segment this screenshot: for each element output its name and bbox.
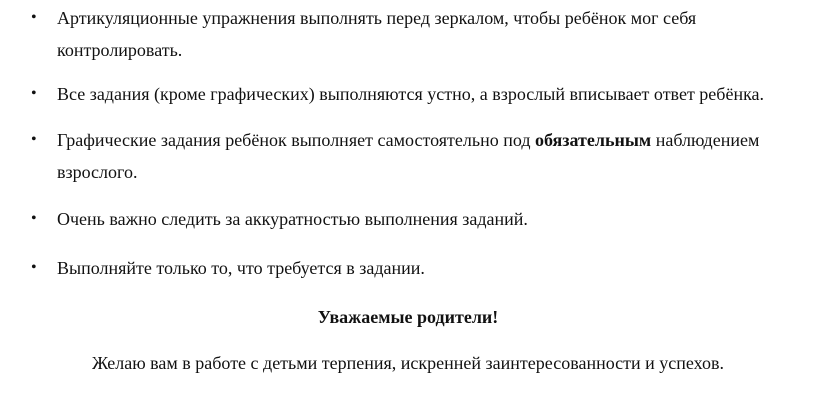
closing-text: Желаю вам в работе с детьми терпения, искренней заинтересованности и успехов. — [92, 353, 724, 373]
bullet-icon: • — [31, 85, 37, 102]
list-item-text — [57, 124, 802, 188]
list-item-text: Выполняйте только то, что требуется в задании. — [57, 258, 425, 278]
list-item-text: Очень важно следить за аккуратностью выполнения заданий. — [57, 209, 528, 229]
list-item-text: Все задания (кроме графических) выполняются устно, а взрослый вписывает ответ ребёнка. — [57, 84, 765, 104]
emphasis-text: обязательным — [535, 130, 652, 150]
bullet-icon: • — [31, 210, 37, 227]
greeting-heading: Уважаемые родители! — [317, 307, 499, 327]
bullet-icon: • — [31, 131, 37, 148]
list-item-text-after: наблюдением взрослого. — [57, 130, 760, 182]
bullet-icon: • — [31, 9, 37, 26]
bullet-icon: • — [31, 259, 37, 276]
list-item-text-before: Графические задания ребёнок выполняет самостоятельно под — [57, 130, 535, 150]
list-item-text: Артикуляционные упражнения выполнять перед зеркалом, чтобы ребёнок мог себя контролировать. — [57, 8, 697, 60]
